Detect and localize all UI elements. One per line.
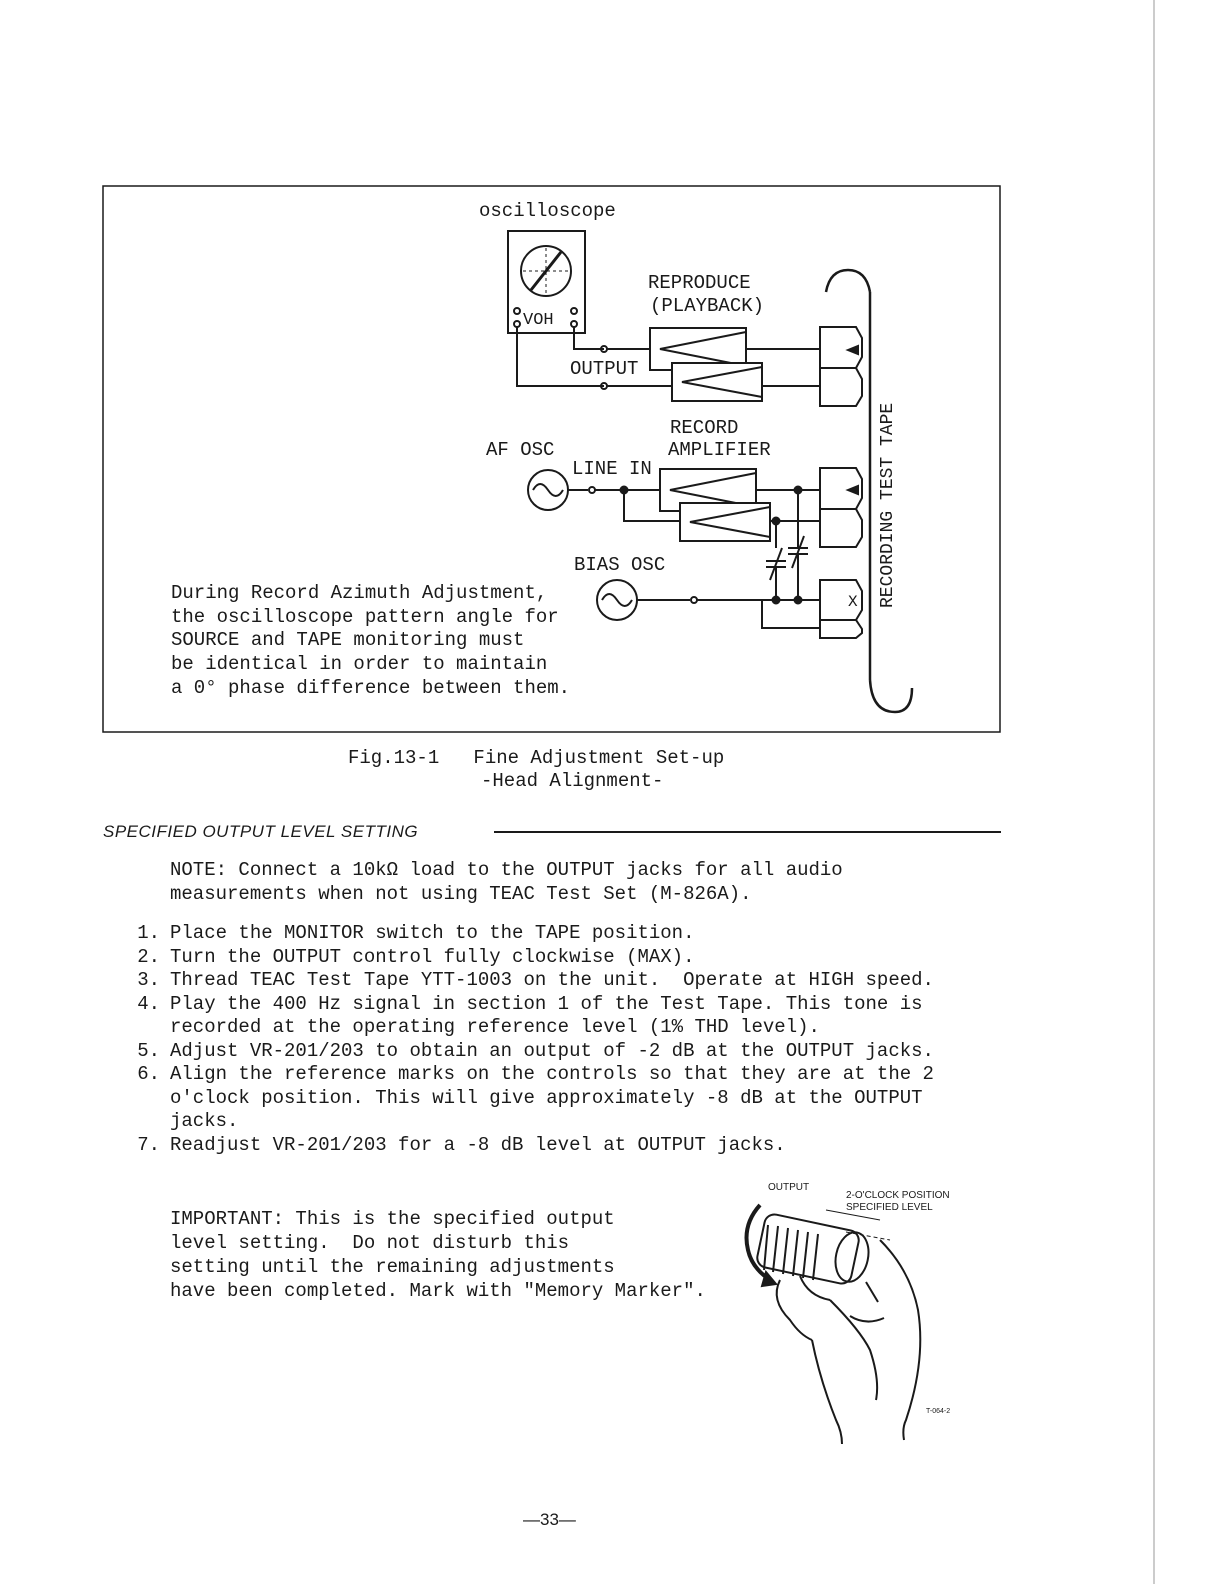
label-output: OUTPUT	[570, 358, 639, 380]
figure-description-line-5: a 0° phase difference between them.	[171, 677, 571, 699]
step-item: 5. Adjust VR-201/203 to obtain an output of -2 dB at the OUTPUT jacks.	[137, 1039, 934, 1062]
step-item: 6. Align the reference marks on the controls so that they are at the 2 o'clock position. This will give approximately -8 dB at the OUTPUT jacks.	[137, 1063, 934, 1132]
reproduce-head	[820, 327, 862, 406]
scope-face-label: VOH	[523, 311, 554, 330]
step-text: Thread TEAC Test Tape YTT-1003 on the unit. Operate at HIGH speed.	[170, 969, 934, 991]
figure-caption-line-2: -Head Alignment-	[481, 770, 664, 792]
figure-description-line-4: be identical in order to maintain	[171, 653, 548, 675]
label-oscilloscope: oscilloscope	[479, 200, 616, 222]
illustration-ref-code: T-064-2	[926, 1408, 951, 1415]
label-bias-osc: BIAS OSC	[574, 554, 666, 576]
step-text: Readjust VR-201/203 for a -8 dB level at OUTPUT jacks.	[170, 1133, 786, 1156]
note-line-1: NOTE: Connect a 10kΩ load to the OUTPUT jacks for all audio	[170, 859, 843, 881]
bias-oscillator	[597, 580, 820, 628]
step-text: Play the 400 Hz signal in section 1 of the Test Tape. This tone is recorded at the operating reference level (1% THD level).	[170, 992, 923, 1038]
label-record: RECORD	[670, 417, 739, 439]
page-number: —33—	[523, 1510, 576, 1529]
illustration-level-label: SPECIFIED LEVEL	[846, 1202, 933, 1213]
label-recording-test-tape: RECORDING TEST TAPE	[878, 402, 898, 608]
figure-description-line-1: During Record Azimuth Adjustment,	[171, 582, 548, 604]
figure-description-line-3: SOURCE and TAPE monitoring must	[171, 629, 525, 651]
bias-trimmer-capacitors	[766, 536, 808, 600]
reproduce-amplifier	[650, 328, 820, 401]
section-title: SPECIFIED OUTPUT LEVEL SETTING	[103, 822, 419, 841]
step-text: Align the reference marks on the controls so that they are at the 2 o'clock position. This will give approximately -8 dB at the OUTPUT jacks.	[170, 1063, 934, 1132]
figure-description-line-2: the oscilloscope pattern angle for	[171, 606, 559, 628]
illustration-position-label: 2-O'CLOCK POSITION	[846, 1190, 950, 1201]
step-text: Adjust VR-201/203 to obtain an output of -2 dB at the OUTPUT jacks.	[170, 1039, 934, 1062]
step-text: Turn the OUTPUT control fully clockwise (MAX).	[170, 945, 695, 968]
important-note: IMPORTANT: This is the specified output level setting. Do not disturb this setting until the remaining adjustments have been completed. Mark with "Memory Marker".	[170, 1208, 706, 1302]
figure-caption-line-1: Fig.13-1 Fine Adjustment Set-up	[348, 747, 725, 769]
label-line-in: LINE IN	[572, 458, 652, 480]
record-head	[820, 468, 862, 547]
label-af-osc: AF OSC	[486, 439, 555, 461]
note-line-2: measurements when not using TEAC Test Set (M-826A).	[170, 883, 752, 905]
step-item: 3. Thread TEAC Test Tape YTT-1003 on the unit. Operate at HIGH speed.	[137, 969, 934, 991]
section-rule	[494, 831, 1001, 833]
record-amplifier	[660, 469, 820, 548]
erase-head	[820, 580, 862, 638]
illustration-output-label: OUTPUT	[768, 1182, 810, 1193]
step-item: 2. Turn the OUTPUT control fully clockwise (MAX).	[137, 945, 695, 968]
label-amplifier: AMPLIFIER	[668, 439, 771, 461]
step-item: 4. Play the 400 Hz signal in section 1 of the Test Tape. This tone is recorded at the operating reference level (1% THD level).	[137, 992, 923, 1038]
step-item: 1. Place the MONITOR switch to the TAPE position.	[137, 922, 695, 944]
step-item: 7. Readjust VR-201/203 for a -8 dB level at OUTPUT jacks.	[137, 1133, 786, 1156]
svg-text:X: X	[848, 593, 858, 611]
output-knob-illustration	[747, 1205, 921, 1444]
label-playback: (PLAYBACK)	[650, 295, 765, 317]
label-reproduce: REPRODUCE	[648, 272, 751, 294]
step-text: Place the MONITOR switch to the TAPE position.	[170, 922, 695, 944]
procedure-steps	[128, 922, 988, 1157]
